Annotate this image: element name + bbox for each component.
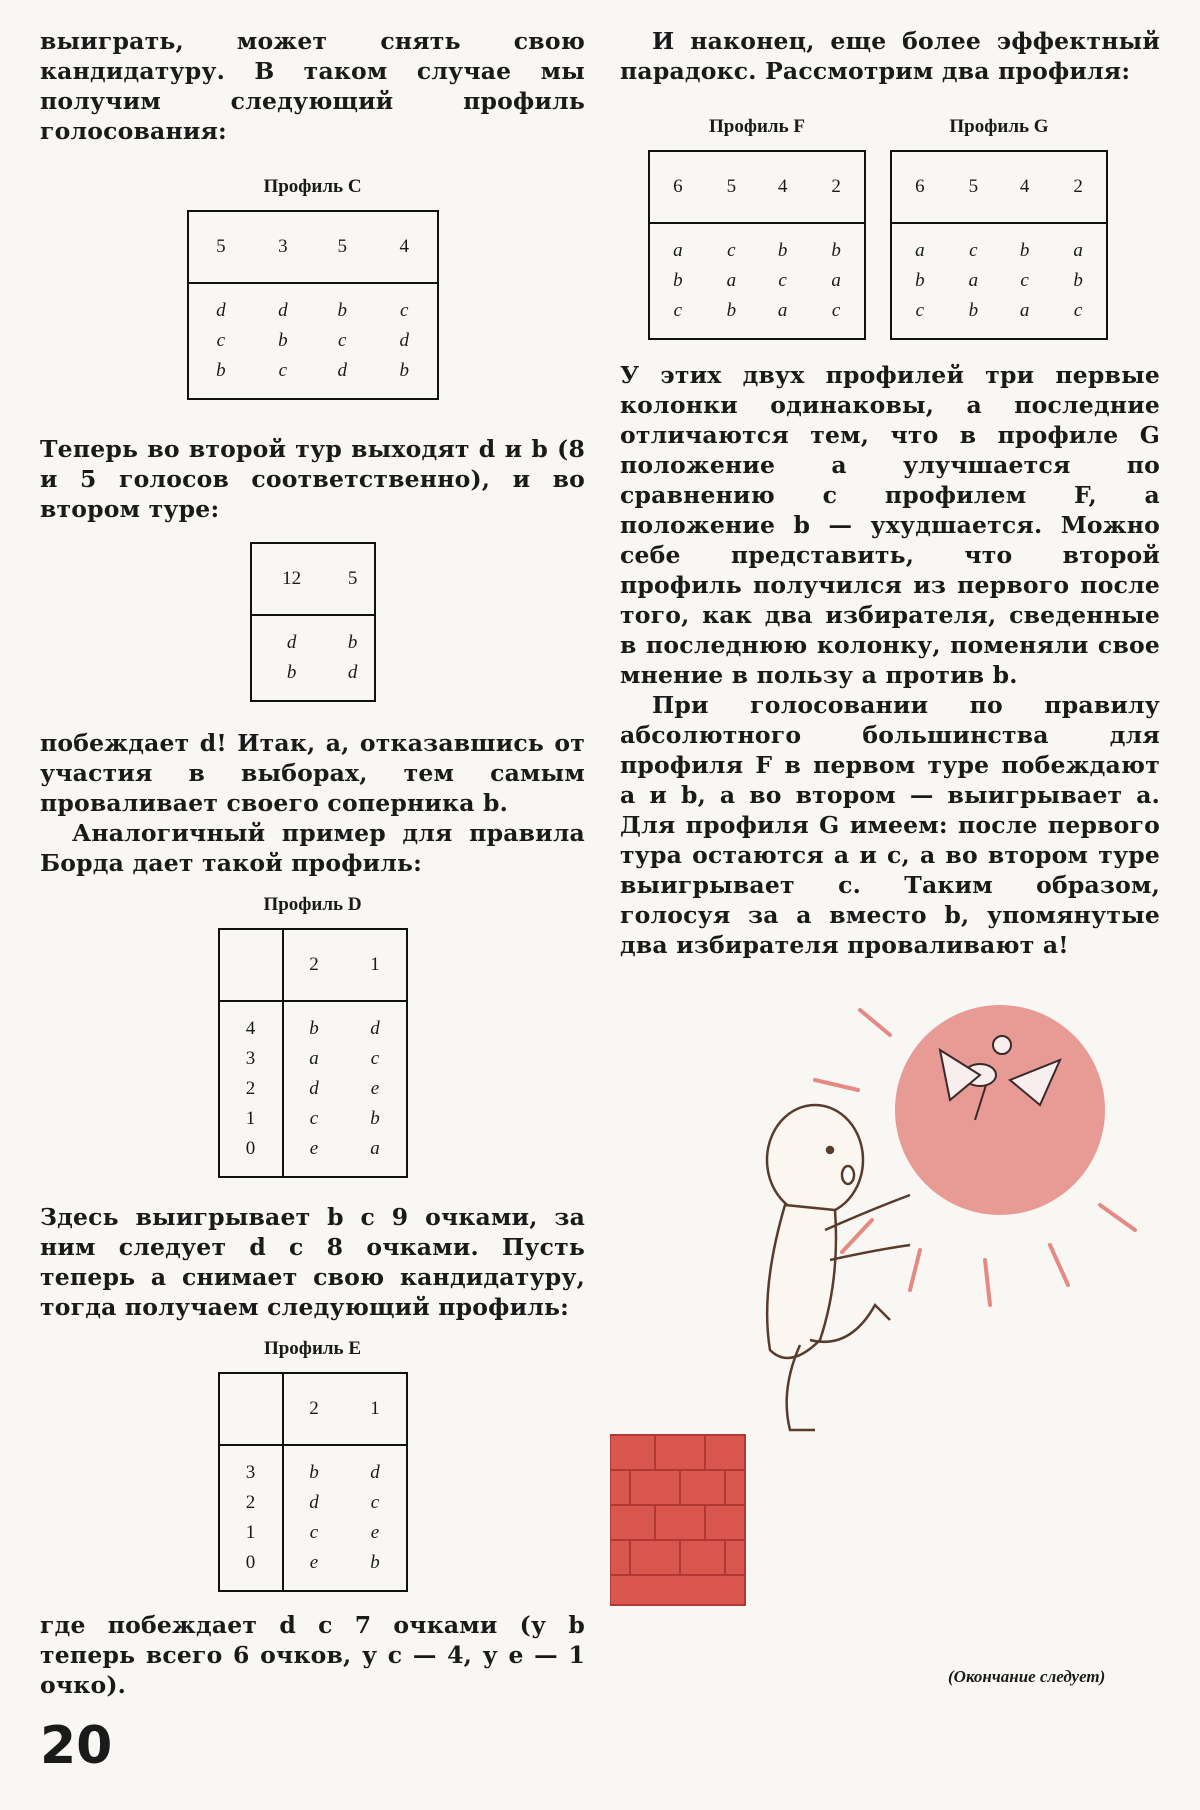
profile-g-head-3: 4 [999,151,1050,223]
caption-profile-e: Профиль E [263,1338,362,1359]
profile-f-cell: b [726,300,737,321]
score-cell: 2 [245,1492,256,1513]
profile-c-cell: d [278,300,288,321]
profile-c-col-3 [313,283,372,399]
table-profile-g [890,150,1108,340]
paragraph-left-6: где побеждает d с 7 очками (у b теперь всего 6 очков, у c — 4, у e — 1 очко). [40,1611,585,1699]
table-profile-e [218,1372,408,1592]
caption-profile-g: Профиль G [949,116,1049,137]
left-column [40,26,585,1700]
profile-c-cell: c [278,360,288,381]
round2-col-2 [332,615,375,701]
caption-profile-c: Профиль C [263,176,362,197]
profile-e-cell: b [309,1462,319,1483]
round2-col-1 [251,615,332,701]
round2-cell: b [286,662,297,683]
profile-c-cell: d [337,360,347,381]
profile-f-head-1: 6 [649,151,706,223]
profile-f-cell: a [831,270,841,291]
profile-d-cell: b [370,1108,380,1129]
profile-c-cell: d [399,330,409,351]
caption-profile-d: Профиль D [263,894,362,915]
profile-c-head-1: 5 [188,211,254,283]
profile-g-cell: a [1019,300,1030,321]
profile-f-col-2 [706,223,757,339]
profile-f-col-1 [649,223,706,339]
profile-g-col-4 [1050,223,1107,339]
profile-d-cell: b [309,1018,319,1039]
profile-c-cell: c [399,300,409,321]
profile-f-cell: a [777,300,788,321]
round2-cell: d [286,632,297,653]
score-cell: 3 [245,1462,256,1483]
paragraph-left-5: Здесь выигрывает b с 9 очками, за ним следует d с 8 очками. Пусть теперь a снимает свою кандидатуру, тогда получаем следующий профиль: [40,1203,585,1321]
profile-f-cell: c [673,300,683,321]
profile-d-cell: e [370,1078,380,1099]
right-column [620,26,1160,960]
score-cell: 3 [245,1048,256,1069]
paragraph-right-1: И наконец, еще более эффектный парадокс. Рассмотрим два профиля: [620,27,1160,85]
profile-d-col-1 [283,1001,345,1177]
profile-g-cell: c [915,300,925,321]
profile-f-col-3 [757,223,808,339]
profile-f-head-4: 2 [808,151,865,223]
profile-f-cell: c [831,300,841,321]
profile-c-cell: c [216,330,226,351]
profile-e-col-1 [283,1445,345,1591]
profile-c-col-1 [188,283,254,399]
score-cell: 2 [245,1078,256,1099]
profile-d-cell: a [370,1138,380,1159]
profile-d-head-1: 2 [283,929,345,1001]
profile-e-head-1: 2 [283,1373,345,1445]
profile-f-cell: b [777,240,788,261]
profile-e-cell: d [309,1492,319,1513]
profile-e-cell: c [309,1522,319,1543]
profile-d-corner [219,929,283,1001]
table-profile-f [648,150,866,340]
profile-g-head-4: 2 [1050,151,1107,223]
profile-g-cell: a [915,240,925,261]
profile-g-cell: b [1073,270,1083,291]
table-profile-d [218,928,408,1178]
brick-wall [610,1435,745,1605]
round2-head-1: 12 [251,543,332,615]
round2-head-2: 5 [332,543,375,615]
paragraph-left-4: Аналогичный пример для правила Борда дает такой профиль: [40,819,585,877]
profile-g-cell: c [1020,270,1029,291]
profile-e-col-2 [345,1445,407,1591]
profile-c-head-3: 5 [313,211,372,283]
profile-f-head-2: 5 [706,151,757,223]
profile-g-block [890,116,1108,340]
profile-d-cell: d [309,1078,319,1099]
profile-f-cell: a [726,270,737,291]
score-cell: 1 [245,1108,256,1129]
caption-profile-f: Профиль F [708,116,805,137]
profile-g-cell: a [968,270,979,291]
continued-note: (Окончание следует) [948,1667,1106,1686]
score-cell: 4 [245,1018,256,1039]
profile-e-corner [219,1373,283,1445]
profile-f-cell: b [673,270,683,291]
man-figure [767,1105,910,1430]
profile-e-scores [219,1445,283,1591]
profile-c-cell: d [216,300,226,321]
profile-g-head-2: 5 [948,151,999,223]
table-second-round [250,542,376,702]
profile-e-head-2: 1 [345,1373,407,1445]
profile-d-cell: c [370,1048,380,1069]
profile-d-cell: e [309,1138,319,1159]
round2-cell: b [347,632,358,653]
profile-f-cell: b [831,240,841,261]
profile-d-head-2: 1 [345,929,407,1001]
profile-c-cell: b [216,360,226,381]
cartoon-illustration [610,990,1180,1610]
page-number: 20 [40,1716,113,1776]
profile-g-col-3 [999,223,1050,339]
profile-f-block [648,116,866,340]
profile-c-cell: b [278,330,288,351]
profile-c-cell: c [337,330,347,351]
profile-g-cell: b [968,300,979,321]
profile-f-cell: c [778,270,787,291]
profile-d-cell: d [370,1018,380,1039]
score-cell: 0 [245,1552,256,1573]
round2-cell: d [347,662,358,683]
paragraph-right-3: При голосовании по правилу абсолютного большинства для профиля F в первом туре побеждают a и b, а во втором — выигрывает a. Для профиля G имеем: после первого тура остаются a и c, а во втором туре выигрывает c. Таким образом, голосуя за a вместо b, упомянутые два избирателя проваливают a! [620,691,1160,959]
profile-c-head-4: 4 [372,211,438,283]
profile-c-col-4 [372,283,438,399]
profile-e-cell: d [370,1462,380,1483]
profile-c-cell: b [337,300,347,321]
profile-c-head-2: 3 [253,211,312,283]
profile-d-cell: a [309,1048,319,1069]
profile-d-scores [219,1001,283,1177]
profile-g-cell: b [915,270,925,291]
paragraph-left-3: побеждает d! Итак, a, отказавшись от участия в выборах, тем самым проваливает своего соперника b. [40,729,585,817]
profile-g-cell: a [1073,240,1083,261]
profile-c-cell: b [399,360,409,381]
profile-f-cell: c [727,240,736,261]
profile-e-cell: b [370,1552,380,1573]
profile-g-cell: c [1073,300,1083,321]
score-cell: 0 [245,1138,256,1159]
profile-f-col-4 [808,223,865,339]
profile-g-head-1: 6 [891,151,948,223]
paragraph-left-1: выиграть, может снять свою кандидатуру. В таком случае мы получим следующий профиль голосования: [40,27,585,145]
table-profile-c [187,210,439,400]
paragraph-right-2: У этих двух профилей три первые колонки одинаковы, а последние отличаются тем, что в профиле G положение a улучшается по сравнению с профилем F, а положение b — ухудшается. Можно себе представить, что второй профиль получился из первого после того, как два избирателя, сведенные в последнюю колонку, поменяли свое мнение в пользу a против b. [620,361,1160,689]
profile-g-cell: b [1019,240,1030,261]
profile-c-col-2 [253,283,312,399]
score-cell: 1 [245,1522,256,1543]
profile-d-col-2 [345,1001,407,1177]
profile-e-cell: c [370,1492,380,1513]
profile-d-cell: c [309,1108,319,1129]
profile-g-col-1 [891,223,948,339]
profile-f-cell: a [673,240,683,261]
profile-e-cell: e [370,1522,380,1543]
profile-g-col-2 [948,223,999,339]
profiles-f-g [648,116,1108,340]
paragraph-left-2: Теперь во второй тур выходят d и b (8 и 5 голосов соответственно), и во втором туре: [40,435,585,523]
profile-f-head-3: 4 [757,151,808,223]
profile-g-cell: c [969,240,978,261]
profile-e-cell: e [309,1552,319,1573]
